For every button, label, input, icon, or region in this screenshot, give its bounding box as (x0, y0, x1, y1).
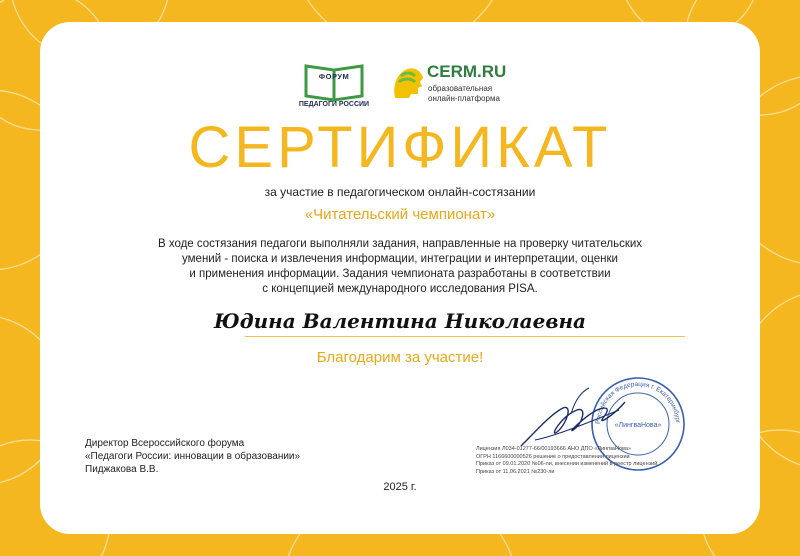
director-block (85, 437, 385, 476)
stamp-ring-text: Российская Федерация г. Екатеринбург (594, 380, 682, 425)
license-line: Приказ от 11.06.2021 №230-ли (476, 468, 555, 475)
forum-logo-bottom-text: ПЕДАГОГИ РОССИИ (298, 101, 370, 108)
description (100, 237, 700, 297)
director-line: Директор Всероссийского форума (85, 438, 245, 449)
cerm-subtitle-line-1: образовательная (428, 84, 493, 93)
book-icon (298, 60, 370, 120)
head-silhouette-icon (387, 62, 427, 102)
forum-logo-top-text: ФОРУМ (318, 72, 350, 81)
divider (245, 336, 685, 337)
stamp-center-text: «ЛингваНова» (614, 422, 662, 429)
director-line: «Педагоги России: инновации в образовании» (85, 451, 301, 462)
year: 2025 г. (383, 481, 417, 493)
recipient-name: Юдина Валентина Николаевна (213, 309, 586, 333)
description-line: и применения информации. Задания чемпионата разработаны в соответствии (189, 268, 611, 280)
license-line: Приказ от 09.01.2020 №06-ли, внесении изменений в реестр лицензий (476, 461, 658, 467)
license-line: Лицензия Л034-01277-66/00193666 АНО ДПО «ЛингваНова» (476, 446, 631, 452)
certificate-title: СЕРТИФИКАТ (188, 115, 612, 180)
cerm-logo-name: CERM.RU (427, 62, 507, 81)
forum-logo (298, 60, 370, 120)
description-line: умений - поиска и извлечения информации, интеграции и интерпретации, оценки (182, 253, 618, 265)
cerm-logo (385, 60, 525, 120)
cerm-logo-subtitle (428, 84, 500, 104)
director-line: Пиджакова В.В. (85, 464, 159, 475)
logos-row (40, 60, 760, 120)
license-line: ОГРН 1166600000526 решение о предоставлении лицензии (476, 453, 630, 460)
cerm-subtitle-line-2: онлайн-платформа (428, 94, 500, 103)
championship-name: «Читательский чемпионат» (304, 206, 496, 223)
certificate-subtitle: за участие в педагогическом онлайн-состязании (264, 185, 536, 199)
description-line: с концепцией международного исследования PISA. (262, 283, 538, 295)
signature (515, 380, 630, 455)
certificate-card (40, 22, 760, 534)
description-line: В ходе состязания педагоги выполняли задания, направленные на проверку читательских (157, 238, 643, 250)
license-info (476, 446, 716, 476)
thanks-text: Благодарим за участие! (316, 349, 484, 366)
